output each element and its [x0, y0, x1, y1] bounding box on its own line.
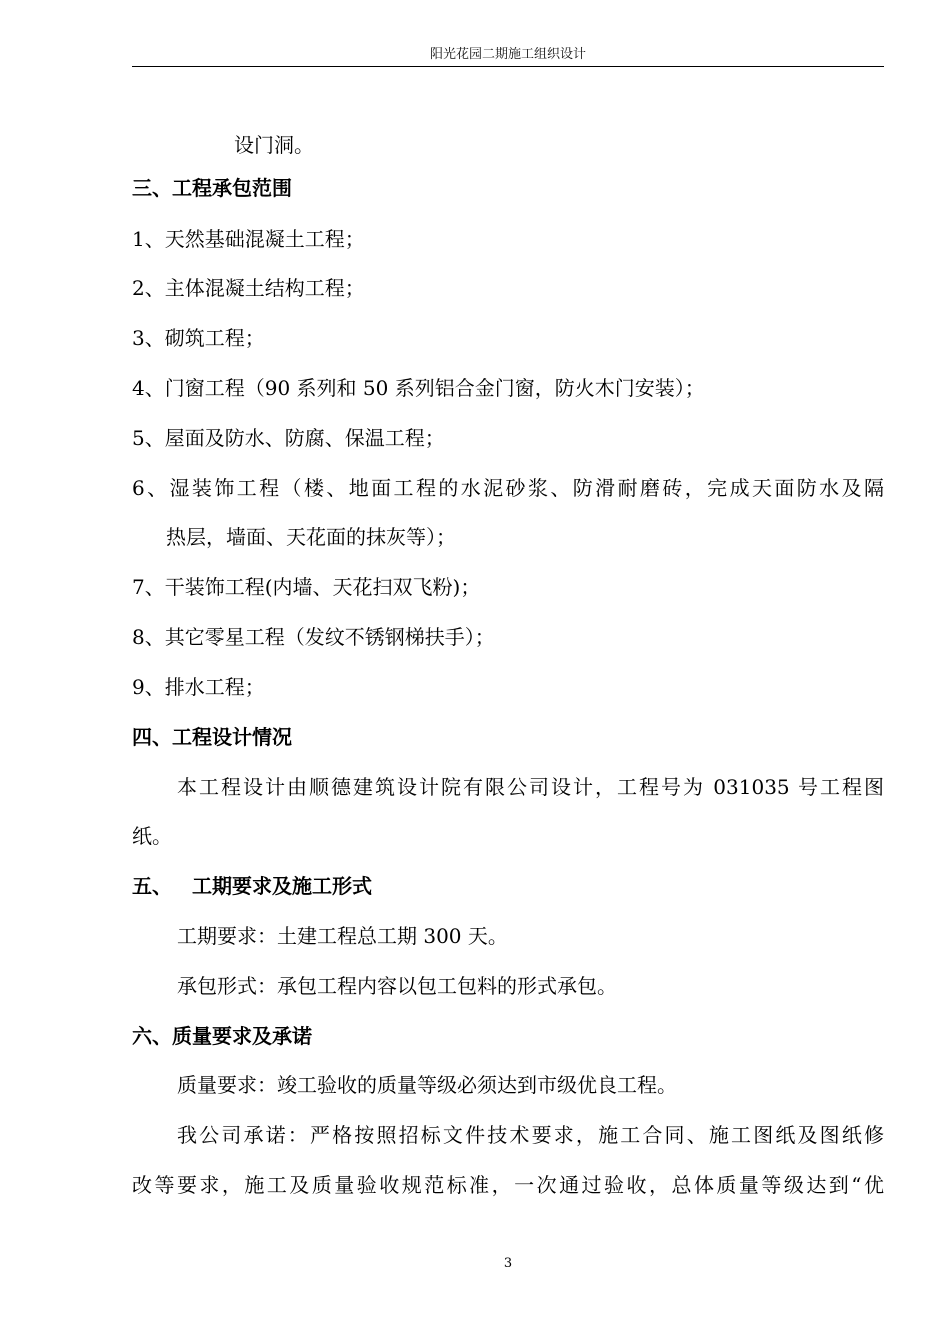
section-heading-3: 三、工程承包范围 — [132, 176, 292, 200]
paragraph-quality-requirement: 质量要求：竣工验收的质量等级必须达到市级优良工程。 — [177, 1073, 677, 1097]
section-heading-6: 六、质量要求及承诺 — [132, 1024, 312, 1048]
list-item-continuation: 热层，墙面、天花面的抹灰等）； — [166, 525, 456, 549]
section-heading-5 — [132, 872, 884, 900]
list-item: 5、屋面及防水、防腐、保温工程； — [132, 426, 445, 450]
paragraph-schedule: 工期要求：土建工程总工期 300 天。 — [177, 924, 508, 948]
header-divider — [132, 66, 884, 67]
page-header-title: 阳光花园二期施工组织设计 — [429, 47, 586, 62]
list-item: 2、主体混凝土结构工程； — [132, 276, 365, 300]
list-item: 4、门窗工程（90 系列和 50 系列铝合金门窗，防火木门安装）； — [132, 376, 705, 400]
list-item: 1、天然基础混凝土工程； — [132, 227, 365, 251]
section-number: 五、 — [132, 874, 172, 898]
section-title: 工期要求及施工形式 — [192, 874, 372, 898]
list-item: 9、排水工程； — [132, 675, 265, 699]
list-item: 8、其它零星工程（发纹不锈钢梯扶手）； — [132, 625, 495, 649]
paragraph-commitment-continuation: 改等要求，施工及质量验收规范标准，一次通过验收，总体质量等级达到“优 — [132, 1173, 884, 1197]
list-item: 3、砌筑工程； — [132, 326, 265, 350]
list-item: 6、湿装饰工程（楼、地面工程的水泥砂浆、防滑耐磨砖，完成天面防水及隔 — [132, 476, 884, 500]
paragraph-design-continuation: 纸。 — [132, 824, 172, 848]
paragraph-design: 本工程设计由顺德建筑设计院有限公司设计，工程号为 031035 号工程图 — [177, 775, 884, 799]
paragraph-commitment: 我公司承诺：严格按照招标文件技术要求，施工合同、施工图纸及图纸修 — [177, 1123, 884, 1147]
list-item: 7、干装饰工程(内墙、天花扫双飞粉)； — [132, 575, 481, 599]
paragraph-contract-form: 承包形式：承包工程内容以包工包料的形式承包。 — [177, 974, 617, 998]
section-heading-4: 四、工程设计情况 — [132, 725, 292, 749]
paragraph-continuation: 设门洞。 — [234, 133, 314, 157]
page-number: 3 — [503, 1256, 513, 1271]
